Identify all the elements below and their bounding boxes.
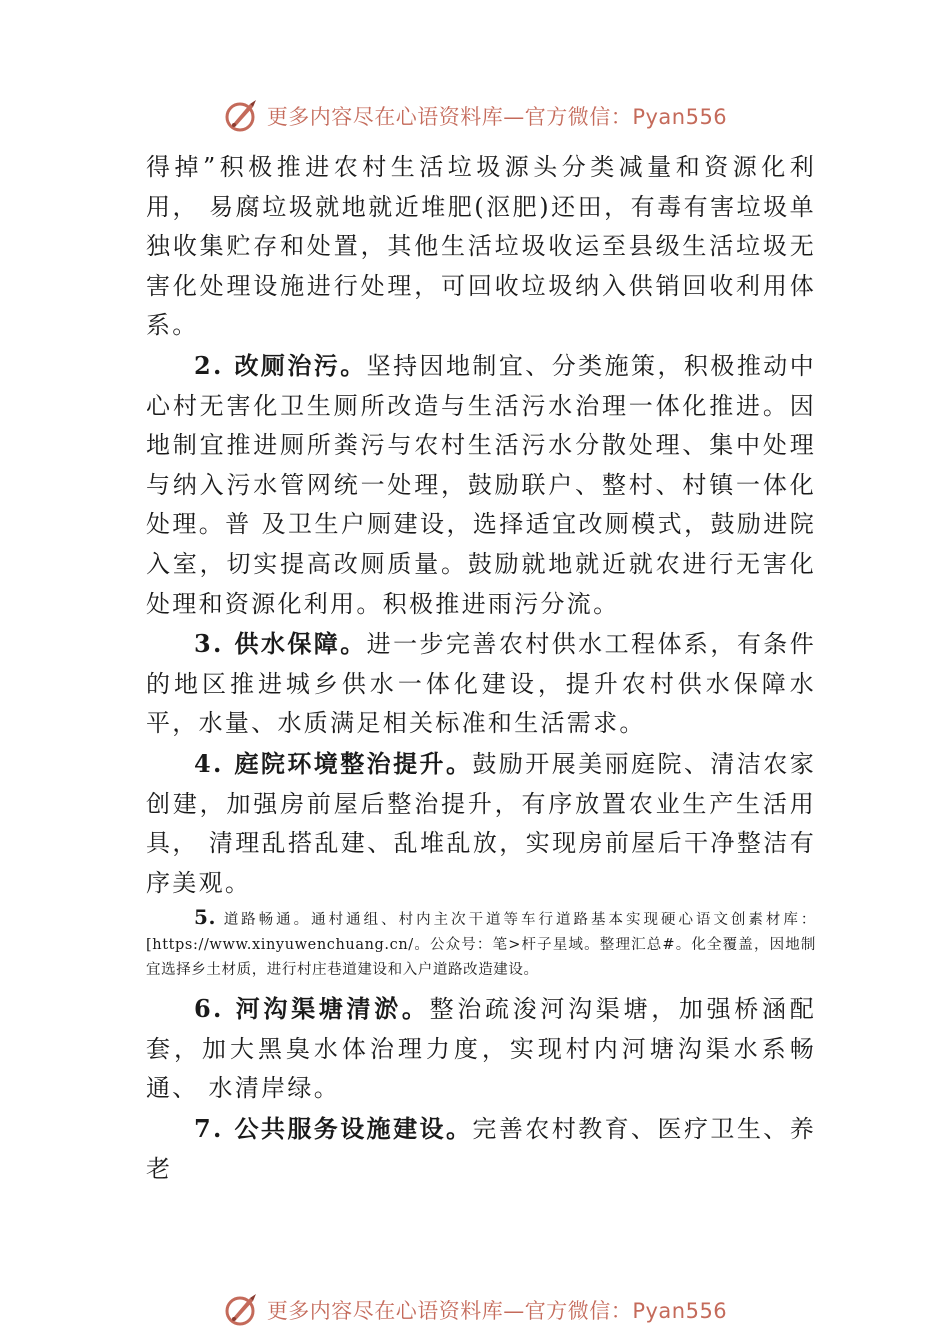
section-body: 进一步完善农村供水工程体系，有条件的地区推进城乡供水一体化建设，提升农村供水保障水平，水量、水质满足相关标准和生活需求。 [146, 630, 816, 738]
section-body: 道路畅通。通村通组、村内主次干道等车行道路基本实现硬心语文创素材库：[https://www.xinyuwenchuang.cn/。公众号：笔>杆子星域。整理汇总#。化全覆盖，因地制宜选择乡土材质，进行村庄巷道建设和入户道路改造建设。 [146, 912, 816, 979]
paragraph-dredging [146, 989, 816, 1109]
banner-text: 更多内容尽在心语资料库—官方微信：Pyan556 [266, 1299, 728, 1323]
quill-logo-icon [223, 1292, 259, 1328]
section-heading: 6. 河沟渠塘清淤。 [194, 994, 430, 1024]
paragraph-public-services [146, 1109, 816, 1189]
section-body: 坚持因地制宜、分类施策，积极推动中心村无害化卫生厕所改造与生活污水治理一体化推进。因地制宜推进厕所粪污与农村生活污水分散处理、集中处理与纳入污水管网统一处理，鼓励联户、整村、村镇一体化处理。普 及卫生户厕建设，选择适宜改厕模式，鼓励进院入室，切实提高改厕质量。鼓励就地就近就农进行无害化处理和资源化利用。积极推进雨污分流。 [146, 351, 816, 618]
section-heading: 7. 公共服务设施建设。 [194, 1114, 473, 1144]
section-body: 鼓励开展美丽庭院、清洁农家创建，加强房前屋后整治提升，有序放置农业生产生活用具， 清理乱搭乱建、乱堆乱放，实现房前屋后干净整洁有序美观。 [146, 749, 816, 897]
section-heading: 4. 庭院环境整治提升。 [194, 748, 473, 778]
paragraph-water-supply [146, 624, 816, 744]
quill-logo-icon [223, 98, 259, 134]
section-number: 5. [194, 905, 217, 930]
paragraph-garbage-sorting: 得掉”积极推进农村生活垃圾源头分类减量和资源化利用， 易腐垃圾就地就近堆肥(沤肥)还田，有毒有害垃圾单独收集贮存和处置，其他生活垃圾收运至县级生活垃圾无害化处理设施进行处理，可回收垃圾纳入供销回收利用体系。 [146, 153, 816, 340]
section-heading: 3. 供水保障。 [194, 629, 367, 659]
paragraph-toilet-reform [146, 346, 816, 624]
paragraph-roads [146, 905, 816, 983]
section-body: 完善农村教育、医疗卫生、养老 [146, 1115, 816, 1183]
header-banner [0, 96, 950, 136]
banner-text: 更多内容尽在心语资料库—官方微信：Pyan556 [266, 105, 728, 129]
document-body [146, 148, 816, 1189]
wechat-handle: Pyan556 [632, 1299, 728, 1323]
footer-banner [0, 1290, 950, 1330]
wechat-handle: Pyan556 [632, 105, 728, 129]
section-heading: 2. 改厕治污。 [194, 350, 367, 380]
paragraph-courtyard [146, 744, 816, 903]
section-body: 整治疏浚河沟渠塘，加强桥涵配套，加大黑臭水体治理力度，实现村内河塘沟渠水系畅通、 水清岸绿。 [146, 995, 816, 1103]
